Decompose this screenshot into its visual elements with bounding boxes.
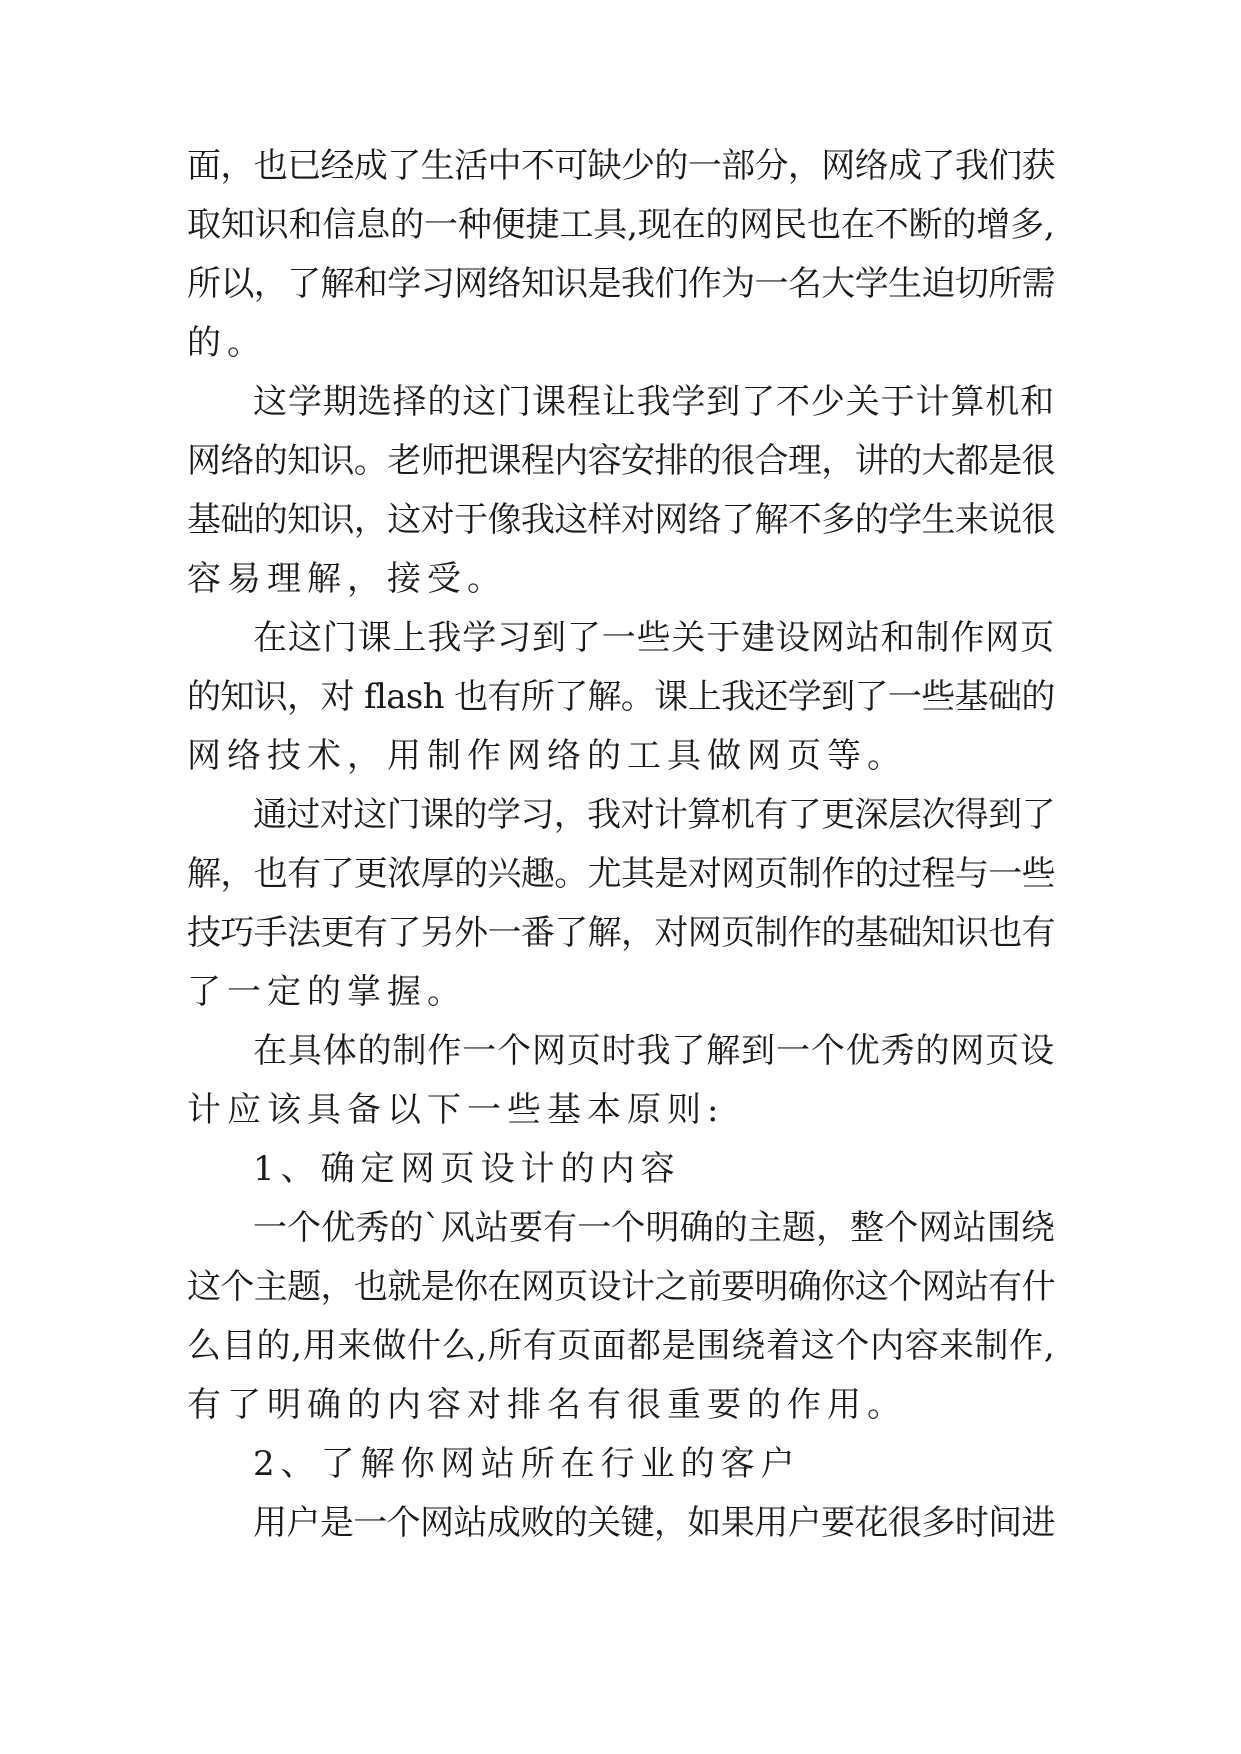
text-line: 么目的,用来做什么,所有页面都是围绕着这个内容来制作, <box>187 1326 1056 1366</box>
text-line: 的知识，对 flash 也有所了解。课上我还学到了一些基础的 <box>187 677 1055 717</box>
paragraph-first-line: 这学期选择的这门课程让我学到了不少关于计算机和 <box>253 382 1055 422</box>
paragraph-first-line: 一个优秀的`风站要有一个明确的主题，整个网站围绕 <box>253 1208 1055 1248</box>
text-line: 解，也有了更浓厚的兴趣。尤其是对网页制作的过程与一些 <box>187 854 1055 894</box>
text-line: 容易理解，接受。 <box>187 559 507 599</box>
text-line: 取知识和信息的一种便捷工具,现在的网民也在不断的增多, <box>187 205 1055 245</box>
text-line: 计应该具备以下一些基本原则: <box>187 1090 725 1130</box>
paragraph-first-line: 在这门课上我学习到了一些关于建设网站和制作网页 <box>253 618 1055 658</box>
text-line: 有了明确的内容对排名有很重要的作用。 <box>187 1385 907 1425</box>
section-heading: 1、确定网页设计的内容 <box>253 1149 681 1189</box>
text-line: 面，也已经成了生活中不可缺少的一部分，网络成了我们获 <box>187 146 1055 186</box>
text-line: 基础的知识，这对于像我这样对网络了解不多的学生来说很 <box>187 500 1055 540</box>
paragraph-first-line: 在具体的制作一个网页时我了解到一个优秀的网页设 <box>253 1031 1055 1071</box>
paragraph-first-line: 通过对这门课的学习，我对计算机有了更深层次得到了 <box>253 795 1055 835</box>
paragraph-first-line: 用户是一个网站成败的关键，如果用户要花很多时间进 <box>253 1503 1055 1543</box>
text-line: 所以，了解和学习网络知识是我们作为一名大学生迫切所需 <box>187 264 1055 304</box>
text-line: 这个主题，也就是你在网页设计之前要明确你这个网站有什 <box>187 1267 1055 1307</box>
text-line: 网络的知识。老师把课程内容安排的很合理，讲的大都是很 <box>187 441 1055 481</box>
text-line: 的。 <box>187 323 267 363</box>
text-line: 了一定的掌握。 <box>187 972 467 1012</box>
section-heading: 2、了解你网站所在行业的客户 <box>253 1444 801 1484</box>
text-line: 网络技术，用制作网络的工具做网页等。 <box>187 736 907 776</box>
text-line: 技巧手法更有了另外一番了解，对网页制作的基础知识也有 <box>187 913 1055 953</box>
